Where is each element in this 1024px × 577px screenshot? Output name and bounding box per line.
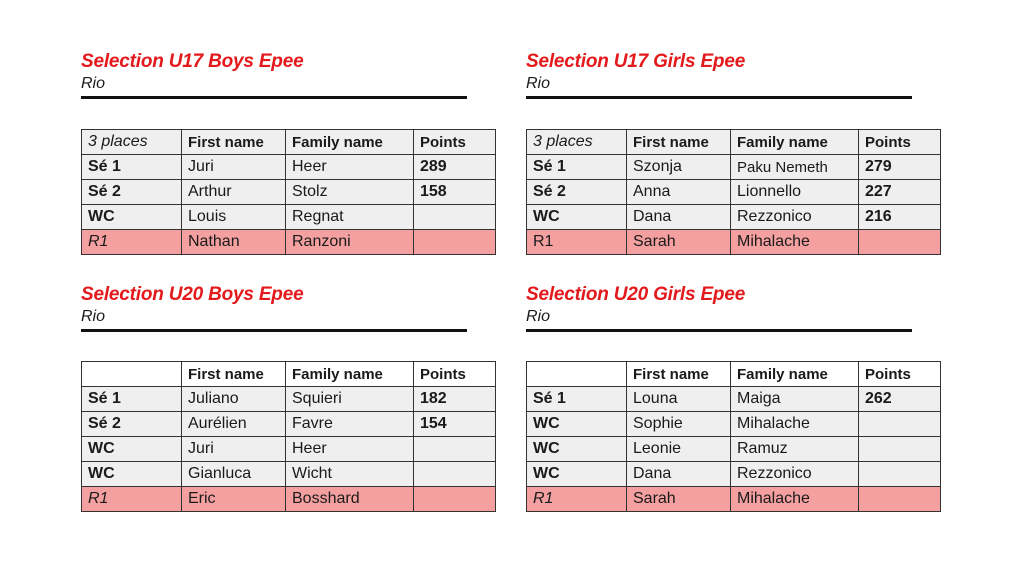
points-header: Points <box>414 362 496 387</box>
family-name-cell: Wicht <box>286 462 414 487</box>
section-title: Selection U17 Boys Epee <box>81 51 304 72</box>
category-cell: Sé 1 <box>527 155 627 180</box>
first-name-cell: Sarah <box>627 487 731 512</box>
table-row <box>527 387 941 412</box>
points-cell: 216 <box>859 205 941 230</box>
points-cell: 279 <box>859 155 941 180</box>
section-u17-girls <box>526 50 940 99</box>
category-cell: Sé 2 <box>82 180 182 205</box>
points-header: Points <box>859 362 941 387</box>
places-header: 3 places <box>527 130 627 155</box>
section-title: Selection U20 Boys Epee <box>81 284 304 305</box>
first-name-cell: Gianluca <box>182 462 286 487</box>
category-cell: WC <box>527 412 627 437</box>
first-name-cell: Sarah <box>627 230 731 255</box>
points-cell: 158 <box>414 180 496 205</box>
points-header: Points <box>859 130 941 155</box>
category-cell: Sé 2 <box>527 180 627 205</box>
first-name-cell: Nathan <box>182 230 286 255</box>
family-name-cell: Squieri <box>286 387 414 412</box>
first-name-cell: Szonja <box>627 155 731 180</box>
category-cell: WC <box>527 437 627 462</box>
category-cell: WC <box>82 205 182 230</box>
table-row <box>82 387 496 412</box>
table-row <box>82 180 496 205</box>
family-name-header: Family name <box>731 362 859 387</box>
section-u17-boys <box>81 50 495 99</box>
table-row <box>527 180 941 205</box>
first-name-cell: Louis <box>182 205 286 230</box>
places-header <box>527 362 627 387</box>
table-row <box>82 462 496 487</box>
points-cell <box>859 230 941 255</box>
points-cell <box>859 437 941 462</box>
category-cell: R1 <box>82 230 182 255</box>
first-name-cell: Juliano <box>182 387 286 412</box>
family-name-cell: Ramuz <box>731 437 859 462</box>
family-name-cell: Rezzonico <box>731 462 859 487</box>
points-cell <box>859 412 941 437</box>
points-cell <box>859 462 941 487</box>
section-subtitle: Rio <box>526 307 912 332</box>
category-cell: R1 <box>527 487 627 512</box>
category-cell: Sé 2 <box>82 412 182 437</box>
table-header-row <box>527 362 941 387</box>
first-name-header: First name <box>627 130 731 155</box>
points-cell <box>414 205 496 230</box>
first-name-cell: Dana <box>627 205 731 230</box>
family-name-cell: Heer <box>286 155 414 180</box>
family-name-cell: Heer <box>286 437 414 462</box>
first-name-header: First name <box>627 362 731 387</box>
points-cell: 154 <box>414 412 496 437</box>
family-name-cell: Mihalache <box>731 487 859 512</box>
points-cell <box>414 487 496 512</box>
category-cell: WC <box>82 437 182 462</box>
table-row-reserve <box>82 230 496 255</box>
family-name-cell: Stolz <box>286 180 414 205</box>
table-row <box>527 437 941 462</box>
category-cell: Sé 1 <box>527 387 627 412</box>
family-name-cell: Mihalache <box>731 412 859 437</box>
points-cell <box>414 437 496 462</box>
selection-table-u20-girls <box>526 361 941 512</box>
section-u20-girls <box>526 283 940 332</box>
table-row-reserve <box>527 487 941 512</box>
category-cell: Sé 1 <box>82 155 182 180</box>
category-cell: WC <box>82 462 182 487</box>
points-cell <box>859 487 941 512</box>
section-title: Selection U17 Girls Epee <box>526 51 746 72</box>
points-cell: 182 <box>414 387 496 412</box>
table-row-reserve <box>527 230 941 255</box>
table-row-reserve <box>82 487 496 512</box>
points-cell: 289 <box>414 155 496 180</box>
first-name-cell: Dana <box>627 462 731 487</box>
category-cell: WC <box>527 205 627 230</box>
selection-table-u17-girls <box>526 129 941 255</box>
section-u20-boys <box>81 283 495 332</box>
category-cell: WC <box>527 462 627 487</box>
selection-table-u20-boys <box>81 361 496 512</box>
selection-table-u17-boys <box>81 129 496 255</box>
family-name-cell: Rezzonico <box>731 205 859 230</box>
family-name-cell: Bosshard <box>286 487 414 512</box>
family-name-header: Family name <box>731 130 859 155</box>
table-row <box>82 155 496 180</box>
first-name-cell: Louna <box>627 387 731 412</box>
first-name-header: First name <box>182 130 286 155</box>
first-name-cell: Eric <box>182 487 286 512</box>
section-subtitle: Rio <box>81 74 467 99</box>
points-cell: 262 <box>859 387 941 412</box>
first-name-cell: Aurélien <box>182 412 286 437</box>
table-row <box>527 205 941 230</box>
family-name-cell: Paku Nemeth <box>731 155 859 180</box>
table-header-row <box>82 130 496 155</box>
first-name-cell: Arthur <box>182 180 286 205</box>
section-subtitle: Rio <box>526 74 912 99</box>
category-cell: R1 <box>82 487 182 512</box>
points-header: Points <box>414 130 496 155</box>
family-name-cell: Ranzoni <box>286 230 414 255</box>
family-name-header: Family name <box>286 362 414 387</box>
family-name-cell: Regnat <box>286 205 414 230</box>
family-name-header: Family name <box>286 130 414 155</box>
table-row <box>527 155 941 180</box>
section-subtitle: Rio <box>81 307 467 332</box>
table-header-row <box>82 362 496 387</box>
table-row <box>82 205 496 230</box>
family-name-cell: Favre <box>286 412 414 437</box>
first-name-cell: Sophie <box>627 412 731 437</box>
first-name-cell: Leonie <box>627 437 731 462</box>
table-row <box>82 437 496 462</box>
first-name-cell: Juri <box>182 155 286 180</box>
first-name-cell: Juri <box>182 437 286 462</box>
points-cell: 227 <box>859 180 941 205</box>
places-header: 3 places <box>82 130 182 155</box>
family-name-cell: Mihalache <box>731 230 859 255</box>
table-row <box>527 462 941 487</box>
family-name-cell: Lionnello <box>731 180 859 205</box>
family-name-cell: Maiga <box>731 387 859 412</box>
points-cell <box>414 230 496 255</box>
section-title: Selection U20 Girls Epee <box>526 284 746 305</box>
table-row <box>527 412 941 437</box>
category-cell: Sé 1 <box>82 387 182 412</box>
places-header <box>82 362 182 387</box>
first-name-cell: Anna <box>627 180 731 205</box>
table-row <box>82 412 496 437</box>
points-cell <box>414 462 496 487</box>
table-header-row <box>527 130 941 155</box>
first-name-header: First name <box>182 362 286 387</box>
category-cell: R1 <box>527 230 627 255</box>
